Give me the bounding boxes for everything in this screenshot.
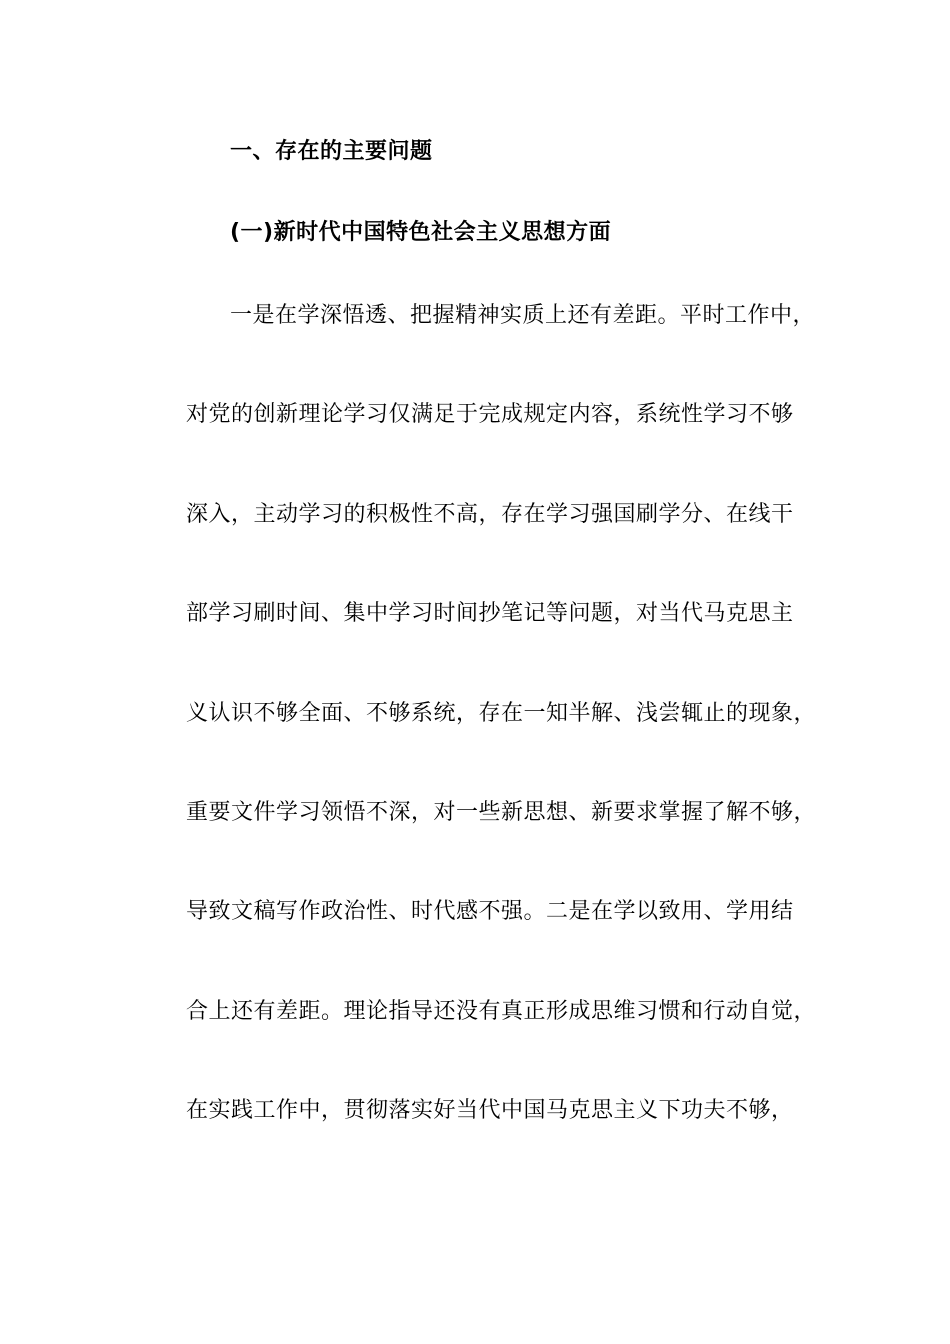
body-line: 导致文稿写作政治性、时代感不强。二是在学以致用、学用结 — [186, 899, 794, 924]
body-line: 对党的创新理论学习仅满足于完成规定内容，系统性学习不够 — [186, 402, 794, 427]
body-line: 深入，主动学习的积极性不高，存在学习强国刷学分、在线干 — [186, 502, 794, 527]
section-heading: 一、存在的主要问题 — [230, 139, 433, 164]
body-line: 一是在学深悟透、把握精神实质上还有差距。平时工作中， — [230, 303, 816, 328]
subsection-heading: (一)新时代中国特色社会主义思想方面 — [230, 220, 612, 245]
body-line: 义认识不够全面、不够系统，存在一知半解、浅尝辄止的现象， — [186, 701, 817, 726]
body-line: 部学习刷时间、集中学习时间抄笔记等问题，对当代马克思主 — [186, 601, 794, 626]
body-line: 合上还有差距。理论指导还没有真正形成思维习惯和行动自觉， — [186, 999, 817, 1024]
body-line: 重要文件学习领悟不深，对一些新思想、新要求掌握了解不够， — [186, 800, 817, 825]
body-line: 在实践工作中，贯彻落实好当代中国马克思主义下功夫不够， — [186, 1098, 794, 1123]
